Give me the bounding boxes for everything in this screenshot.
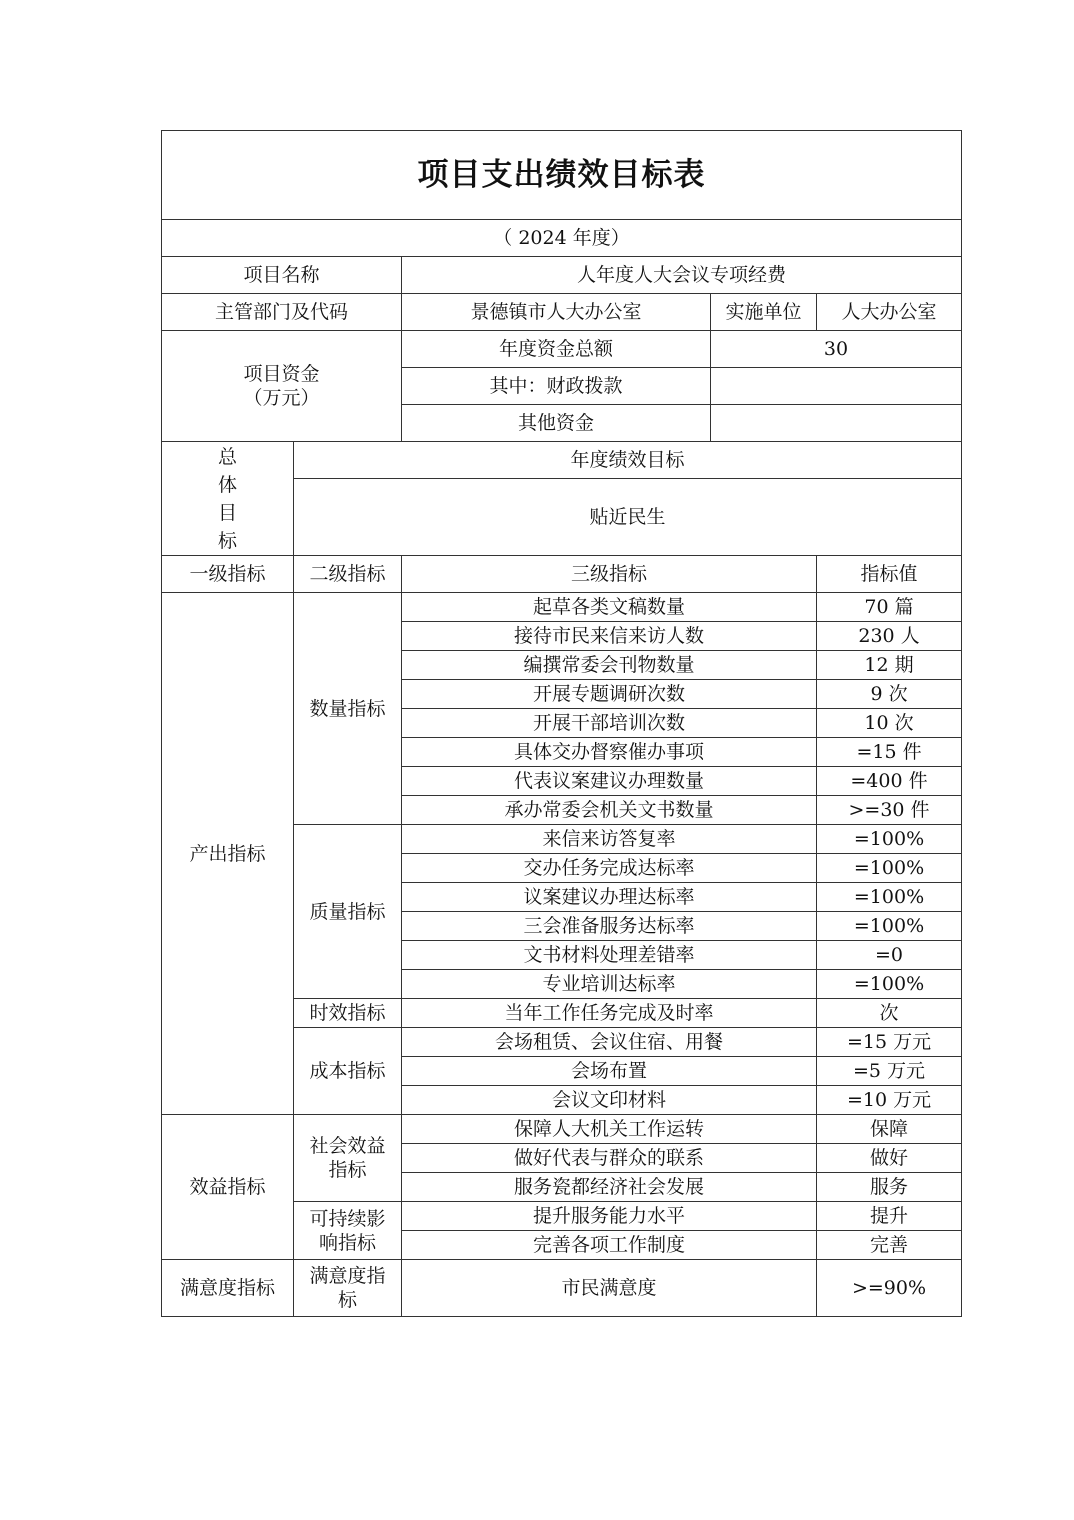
indicator-value: 10 次 — [817, 709, 962, 738]
header-level3: 三级指标 — [402, 556, 817, 593]
quantity-indicator-label: 数量指标 — [294, 593, 402, 825]
year-row — [162, 220, 962, 257]
indicator-name: 当年工作任务完成及时率 — [402, 999, 817, 1028]
indicator-value: =100% — [817, 825, 962, 854]
indicator-value: 70 篇 — [817, 593, 962, 622]
department-label: 主管部门及代码 — [162, 294, 402, 331]
indicator-value: 次 — [817, 999, 962, 1028]
indicator-value: =400 件 — [817, 767, 962, 796]
indicator-value: 9 次 — [817, 680, 962, 709]
header-level1: 一级指标 — [162, 556, 294, 593]
annual-goal-label: 年度绩效目标 — [294, 442, 962, 479]
funds-label-line1: 项目资金 — [243, 363, 320, 385]
indicator-value: =10 万元 — [817, 1086, 962, 1115]
output-indicator-label: 产出指标 — [162, 593, 294, 1115]
indicator-name: 具体交办督察催办事项 — [402, 738, 817, 767]
overall-goal-header-row — [162, 442, 962, 479]
implementing-unit-label: 实施单位 — [711, 294, 817, 331]
indicator-header-row — [162, 556, 962, 593]
indicator-value: 230 人 — [817, 622, 962, 651]
indicator-value: =15 万元 — [817, 1028, 962, 1057]
table-row — [162, 593, 962, 622]
indicator-name: 做好代表与群众的联系 — [402, 1144, 817, 1173]
indicator-name: 会场租赁、会议住宿、用餐 — [402, 1028, 817, 1057]
indicator-value: =100% — [817, 854, 962, 883]
indicator-name: 开展干部培训次数 — [402, 709, 817, 738]
performance-target-table — [161, 130, 962, 1317]
funds-fiscal-label: 其中：财政拨款 — [402, 368, 711, 405]
indicator-name: 交办任务完成达标率 — [402, 854, 817, 883]
project-name-value: 人年度人大会议专项经费 — [402, 257, 962, 294]
indicator-name: 起草各类文稿数量 — [402, 593, 817, 622]
indicator-value: 提升 — [817, 1202, 962, 1231]
indicator-value: 12 期 — [817, 651, 962, 680]
indicator-name: 承办常委会机关文书数量 — [402, 796, 817, 825]
title-row — [162, 131, 962, 220]
indicator-name: 来信来访答复率 — [402, 825, 817, 854]
indicator-name: 服务瓷都经济社会发展 — [402, 1173, 817, 1202]
table-title: 项目支出绩效目标表 — [162, 131, 962, 220]
funds-label-line2: （万元） — [243, 387, 320, 409]
indicator-value: 做好 — [817, 1144, 962, 1173]
department-value: 景德镇市人大办公室 — [402, 294, 711, 331]
indicator-name: 文书材料处理差错率 — [402, 941, 817, 970]
indicator-name: 会场布置 — [402, 1057, 817, 1086]
indicator-value: >=90% — [817, 1260, 962, 1317]
funds-total-value: 30 — [711, 331, 962, 368]
indicator-name: 完善各项工作制度 — [402, 1231, 817, 1260]
satisfaction-sub-label: 满意度指标 — [294, 1260, 402, 1317]
indicator-name: 会议文印材料 — [402, 1086, 817, 1115]
satisfaction-indicator-label: 满意度指标 — [162, 1260, 294, 1317]
sustainable-impact-label: 可持续影响指标 — [294, 1202, 402, 1260]
indicator-value: =5 万元 — [817, 1057, 962, 1086]
table-row — [162, 1260, 962, 1317]
indicator-name: 议案建议办理达标率 — [402, 883, 817, 912]
header-level2: 二级指标 — [294, 556, 402, 593]
indicator-name: 接待市民来信来访人数 — [402, 622, 817, 651]
department-row — [162, 294, 962, 331]
project-name-label: 项目名称 — [162, 257, 402, 294]
indicator-value: =100% — [817, 912, 962, 941]
indicator-value: >=30 件 — [817, 796, 962, 825]
indicator-name: 开展专题调研次数 — [402, 680, 817, 709]
table-row — [162, 1115, 962, 1144]
indicator-value: 保障 — [817, 1115, 962, 1144]
indicator-value: 服务 — [817, 1173, 962, 1202]
indicator-value: 完善 — [817, 1231, 962, 1260]
indicator-value: =15 件 — [817, 738, 962, 767]
funds-other-value — [711, 405, 962, 442]
overall-goal-label: 总体目标 — [162, 442, 294, 556]
quality-indicator-label: 质量指标 — [294, 825, 402, 999]
social-benefit-label: 社会效益指标 — [294, 1115, 402, 1202]
project-name-row — [162, 257, 962, 294]
cost-indicator-label: 成本指标 — [294, 1028, 402, 1115]
funds-label — [162, 331, 402, 442]
funds-total-row — [162, 331, 962, 368]
benefit-indicator-label: 效益指标 — [162, 1115, 294, 1260]
indicator-name: 编撰常委会刊物数量 — [402, 651, 817, 680]
indicator-value: =100% — [817, 883, 962, 912]
timeliness-indicator-label: 时效指标 — [294, 999, 402, 1028]
indicator-name: 代表议案建议办理数量 — [402, 767, 817, 796]
annual-goal-value: 贴近民生 — [294, 479, 962, 556]
header-value: 指标值 — [817, 556, 962, 593]
indicator-name: 提升服务能力水平 — [402, 1202, 817, 1231]
funds-other-label: 其他资金 — [402, 405, 711, 442]
indicator-value: =0 — [817, 941, 962, 970]
indicator-name: 三会准备服务达标率 — [402, 912, 817, 941]
indicator-name: 保障人大机关工作运转 — [402, 1115, 817, 1144]
implementing-unit-value: 人大办公室 — [817, 294, 962, 331]
year-label: （ 2024 年度） — [162, 220, 962, 257]
funds-fiscal-value — [711, 368, 962, 405]
indicator-value: =100% — [817, 970, 962, 999]
funds-total-label: 年度资金总额 — [402, 331, 711, 368]
indicator-name: 市民满意度 — [402, 1260, 817, 1317]
indicator-name: 专业培训达标率 — [402, 970, 817, 999]
